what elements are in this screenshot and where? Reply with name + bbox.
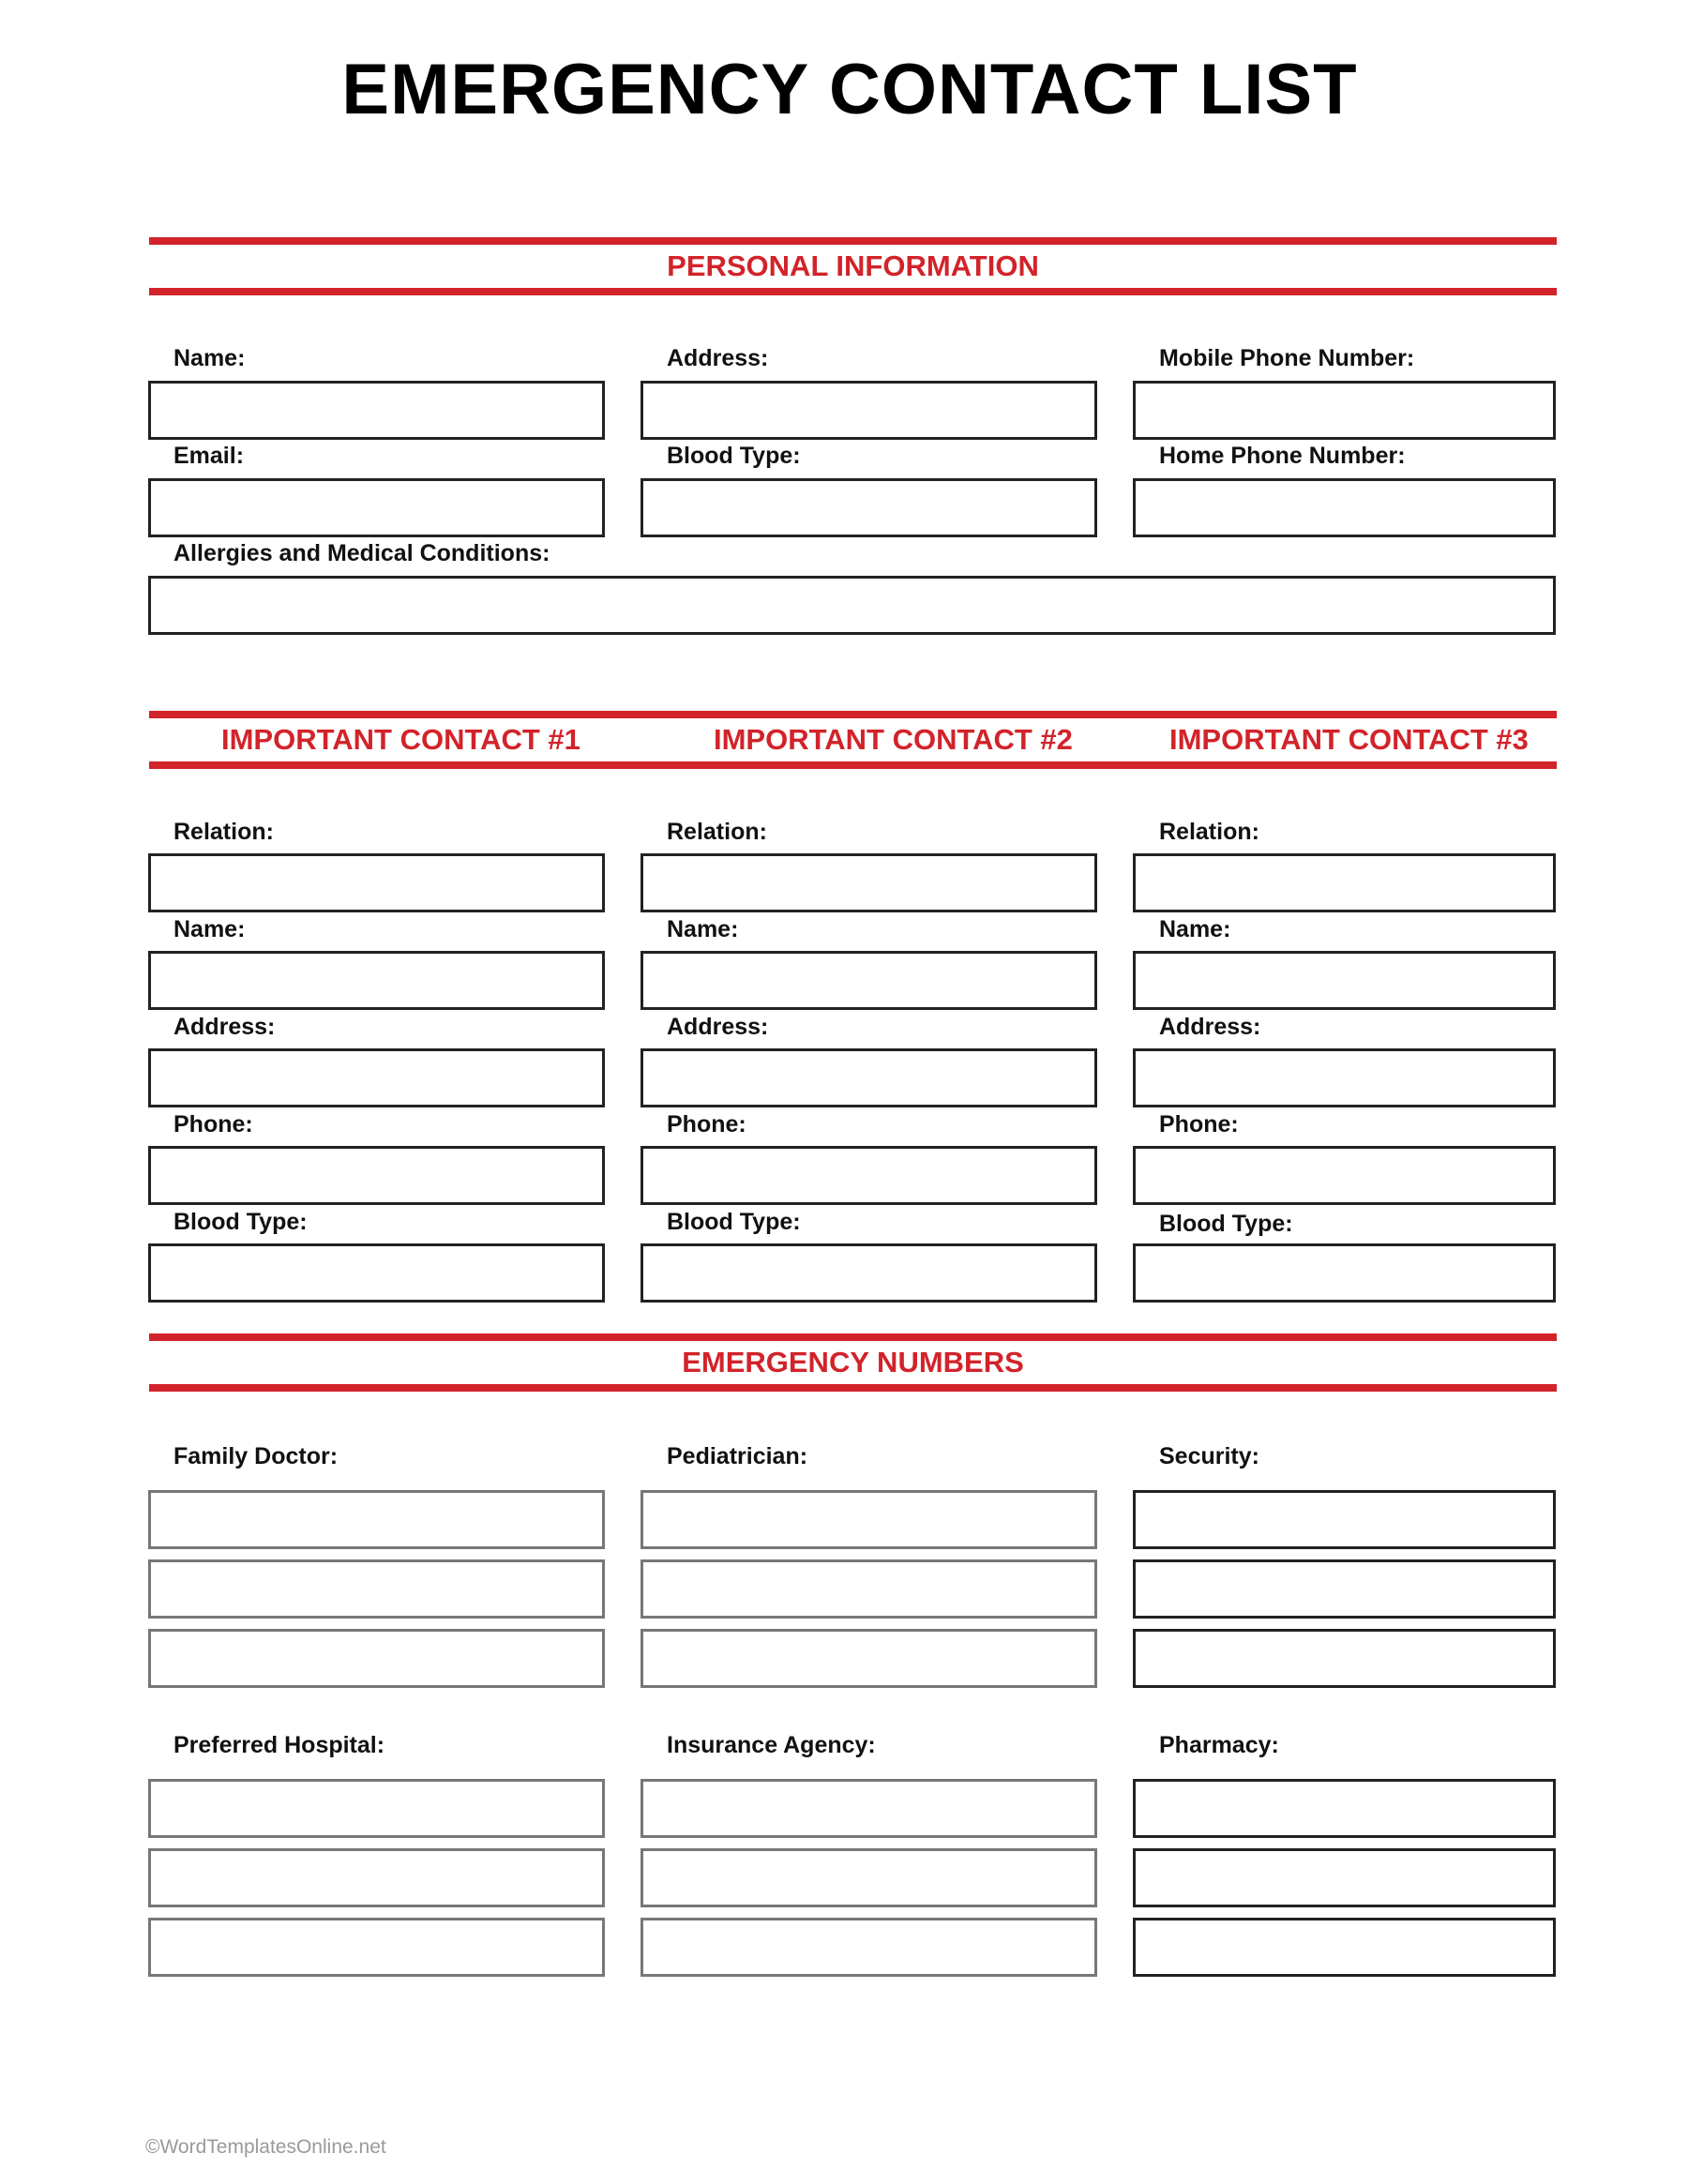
home-phone-label: Home Phone Number: bbox=[1159, 443, 1406, 469]
copyright-footer: ©WordTemplatesOnline.net bbox=[145, 2136, 386, 2158]
contact-1-name-field[interactable] bbox=[148, 951, 605, 1010]
security-label: Security: bbox=[1159, 1443, 1259, 1469]
contact-3-phone-label: Phone: bbox=[1159, 1111, 1239, 1137]
pharmacy-field[interactable] bbox=[1133, 1779, 1556, 1838]
contact-3-blood-type-field[interactable] bbox=[1133, 1243, 1556, 1303]
email-field[interactable] bbox=[148, 478, 605, 537]
important-contacts-header bbox=[149, 711, 1557, 769]
home-phone-field[interactable] bbox=[1133, 478, 1556, 537]
contact-3-address-label: Address: bbox=[1159, 1014, 1261, 1040]
contact-2-address-field[interactable] bbox=[641, 1048, 1097, 1107]
mobile-phone-label: Mobile Phone Number: bbox=[1159, 345, 1415, 371]
contact-3-name-field[interactable] bbox=[1133, 951, 1556, 1010]
family-doctor-label: Family Doctor: bbox=[173, 1443, 339, 1469]
contact-3-phone-field[interactable] bbox=[1133, 1146, 1556, 1205]
personal-information-header bbox=[149, 237, 1557, 295]
address-label: Address: bbox=[667, 345, 769, 371]
contact-1-name-label: Name: bbox=[173, 916, 246, 942]
contact-2-relation-field[interactable] bbox=[641, 853, 1097, 912]
name-label: Name: bbox=[173, 345, 246, 371]
emergency-numbers-heading: EMERGENCY NUMBERS bbox=[682, 1346, 1024, 1378]
emergency-numbers-header bbox=[149, 1333, 1557, 1392]
blood-type-label: Blood Type: bbox=[667, 443, 801, 469]
pediatrician-label: Pediatrician: bbox=[667, 1443, 808, 1469]
header-rule-bottom bbox=[149, 1384, 1557, 1392]
contact-1-phone-label: Phone: bbox=[173, 1111, 253, 1137]
contact-2-phone-label: Phone: bbox=[667, 1111, 746, 1137]
pharmacy-field[interactable] bbox=[1133, 1848, 1556, 1907]
family-doctor-field[interactable] bbox=[148, 1629, 605, 1688]
contact-2-phone-field[interactable] bbox=[641, 1146, 1097, 1205]
contact-2-address-label: Address: bbox=[667, 1014, 769, 1040]
insurance-agency-field[interactable] bbox=[641, 1779, 1097, 1838]
pediatrician-field[interactable] bbox=[641, 1629, 1097, 1688]
pediatrician-field[interactable] bbox=[641, 1559, 1097, 1619]
contact-2-blood-type-label: Blood Type: bbox=[667, 1209, 801, 1235]
preferred-hospital-field[interactable] bbox=[148, 1779, 605, 1838]
security-field[interactable] bbox=[1133, 1490, 1556, 1549]
personal-information-heading: PERSONAL INFORMATION bbox=[667, 249, 1039, 282]
header-rule-bottom bbox=[149, 761, 1557, 769]
email-label: Email: bbox=[173, 443, 245, 469]
contact-1-phone-field[interactable] bbox=[148, 1146, 605, 1205]
name-field[interactable] bbox=[148, 381, 605, 440]
insurance-agency-label: Insurance Agency: bbox=[667, 1732, 876, 1758]
header-rule-top bbox=[149, 711, 1557, 718]
contact-3-heading: IMPORTANT CONTACT #3 bbox=[1169, 723, 1529, 756]
header-rule-bottom bbox=[149, 288, 1557, 295]
contact-1-address-field[interactable] bbox=[148, 1048, 605, 1107]
security-field[interactable] bbox=[1133, 1559, 1556, 1619]
contact-2-name-label: Name: bbox=[667, 916, 739, 942]
allergies-field[interactable] bbox=[148, 576, 1556, 635]
blood-type-field[interactable] bbox=[641, 478, 1097, 537]
header-rule-top bbox=[149, 1333, 1557, 1341]
family-doctor-field[interactable] bbox=[148, 1559, 605, 1619]
preferred-hospital-field[interactable] bbox=[148, 1918, 605, 1977]
contact-3-relation-label: Relation: bbox=[1159, 819, 1259, 845]
security-field[interactable] bbox=[1133, 1629, 1556, 1688]
contact-2-relation-label: Relation: bbox=[667, 819, 767, 845]
preferred-hospital-field[interactable] bbox=[148, 1848, 605, 1907]
insurance-agency-field[interactable] bbox=[641, 1918, 1097, 1977]
contact-1-relation-label: Relation: bbox=[173, 819, 274, 845]
contact-3-name-label: Name: bbox=[1159, 916, 1231, 942]
contact-1-address-label: Address: bbox=[173, 1014, 276, 1040]
pediatrician-field[interactable] bbox=[641, 1490, 1097, 1549]
mobile-phone-field[interactable] bbox=[1133, 381, 1556, 440]
contact-2-heading: IMPORTANT CONTACT #2 bbox=[714, 723, 1073, 756]
pharmacy-label: Pharmacy: bbox=[1159, 1732, 1279, 1758]
contact-3-relation-field[interactable] bbox=[1133, 853, 1556, 912]
contact-1-blood-type-field[interactable] bbox=[148, 1243, 605, 1303]
preferred-hospital-label: Preferred Hospital: bbox=[173, 1732, 385, 1758]
pharmacy-field[interactable] bbox=[1133, 1918, 1556, 1977]
allergies-label: Allergies and Medical Conditions: bbox=[173, 540, 550, 566]
header-rule-top bbox=[149, 237, 1557, 245]
contact-3-address-field[interactable] bbox=[1133, 1048, 1556, 1107]
contact-2-blood-type-field[interactable] bbox=[641, 1243, 1097, 1303]
contact-1-relation-field[interactable] bbox=[148, 853, 605, 912]
family-doctor-field[interactable] bbox=[148, 1490, 605, 1549]
contact-3-blood-type-label: Blood Type: bbox=[1159, 1211, 1293, 1237]
document-title: EMERGENCY CONTACT LIST bbox=[341, 50, 1358, 129]
insurance-agency-field[interactable] bbox=[641, 1848, 1097, 1907]
contact-1-blood-type-label: Blood Type: bbox=[173, 1209, 308, 1235]
contact-1-heading: IMPORTANT CONTACT #1 bbox=[221, 723, 580, 756]
address-field[interactable] bbox=[641, 381, 1097, 440]
contact-2-name-field[interactable] bbox=[641, 951, 1097, 1010]
